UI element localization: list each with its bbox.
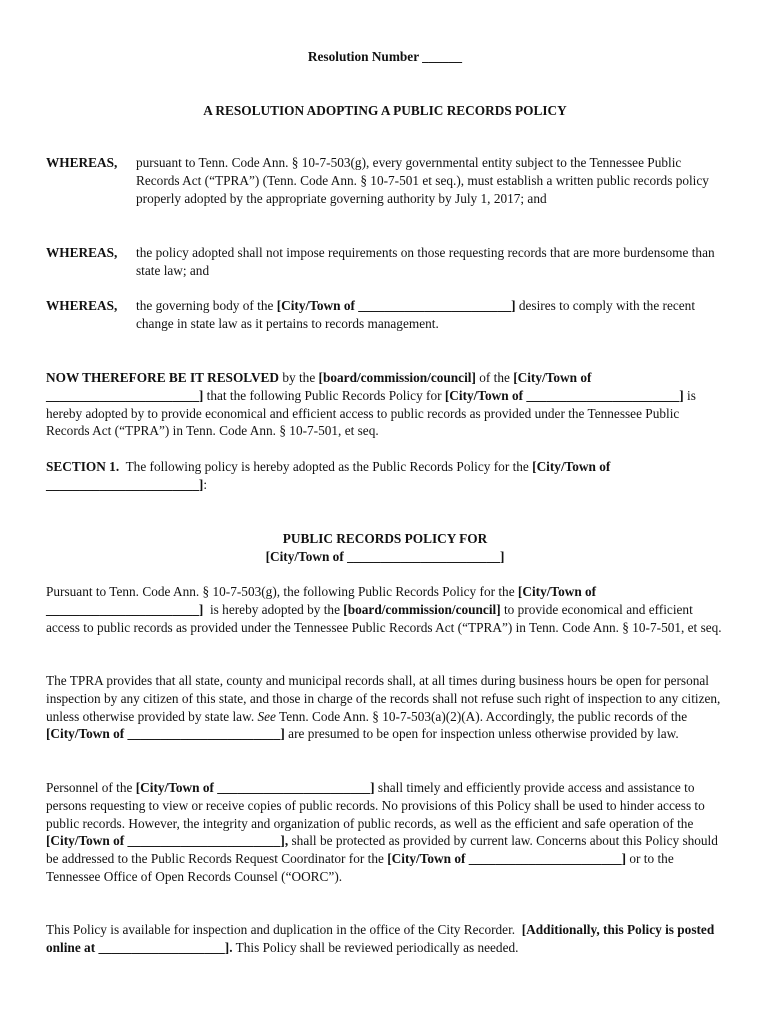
whereas-clause-1 (46, 154, 726, 207)
resolved-lead: NOW THEREFORE BE IT RESOLVED (46, 370, 280, 385)
online-placeholder: [Additionally, this Policy is posted online at ___________________]. (46, 922, 715, 955)
text-run: or to the Tennessee Office of Open Records Counsel (“OORC”). (46, 851, 674, 884)
text-run: the governing body of the (136, 298, 277, 313)
whereas-text (136, 297, 726, 333)
text-run: by the (279, 370, 319, 385)
text-run: The following policy is hereby adopted as the Public Records Policy for the (119, 459, 533, 474)
text-run: shall timely and efficiently provide access and assistance to persons requesting to view or receive copies of public records. No provisions of this Policy shall be used to hinder access to public records. However, the integrity and organization of public records, as well as the efficient and safe operation of the (46, 780, 705, 831)
city-placeholder: [City/Town of _______________________] (387, 851, 627, 867)
resolution-title: A RESOLUTION ADOPTING A PUBLIC RECORDS POLICY (203, 103, 567, 118)
city-placeholder: [City/Town of _______________________] (46, 459, 611, 492)
policy-title (0, 530, 770, 566)
policy-paragraph-3 (46, 779, 726, 886)
text-run: Tenn. Code Ann. § 10-7-503(a)(2)(A). Accordingly, the public records of the (275, 708, 688, 724)
text-run: : (203, 476, 208, 492)
text-run: are presumed to be open for inspection unless otherwise provided by law. (284, 726, 679, 742)
city-placeholder: [City/Town of _______________________] (46, 584, 597, 617)
board-placeholder: [board/commission/council] (318, 370, 476, 385)
text-run: This Policy shall be reviewed periodically as needed. (232, 939, 519, 955)
city-placeholder: [City/Town of _______________________] (46, 370, 592, 403)
text-run: This Policy is available for inspection and duplication in the office of the City Recorder. (46, 922, 522, 937)
section-label: SECTION 1. (46, 459, 120, 474)
policy-title-line-1: PUBLIC RECORDS POLICY FOR (282, 531, 488, 546)
city-placeholder: [City/Town of _______________________] (444, 387, 684, 403)
board-placeholder: [board/commission/council] (343, 601, 501, 617)
text-run: is hereby adopted by to provide economical and efficient access to public records as provided under the Tennessee Public Records Act (“TPRA”) in Tenn. Code Ann. § 10-7-501, et seq. (46, 387, 696, 439)
policy-paragraph-2 (46, 672, 726, 743)
whereas-text: the policy adopted shall not impose requirements on those requesting records that are more burdensome than state law; and (136, 245, 715, 278)
whereas-keyword: WHEREAS, (46, 245, 118, 260)
section-1 (46, 458, 726, 494)
see-italic: See (257, 708, 276, 724)
city-placeholder: [City/Town of _______________________] (46, 726, 285, 742)
whereas-clause-3 (46, 297, 726, 333)
resolution-number: Resolution Number ______ (307, 49, 463, 64)
text-run: Personnel of the (46, 780, 136, 795)
whereas-keyword: WHEREAS, (46, 298, 118, 313)
policy-paragraph-1 (46, 583, 726, 636)
text-run: of the (475, 370, 514, 385)
city-placeholder: [City/Town of _______________________], (46, 833, 289, 849)
text-run: The TPRA provides that all state, county and municipal records shall, at all times during business hours be open for personal inspection by any citizen of this state, and those in charge of the records shall not refuse such right of inspection to any citizen, unless otherwise provided by state law. (46, 673, 721, 724)
city-placeholder: [City/Town of _______________________] (135, 780, 375, 795)
text-run: that the following Public Records Policy for (203, 387, 445, 403)
policy-title-line-2: [City/Town of _______________________] (265, 548, 505, 564)
city-placeholder: [City/Town of _______________________] (276, 298, 516, 313)
whereas-keyword: WHEREAS, (46, 155, 118, 170)
resolved-clause (46, 369, 726, 440)
text-run: is hereby adopted by the (203, 601, 344, 617)
text-run: to provide economical and efficient access to public records as provided under the Tennessee Public Records Act (“TPRA”) in Tenn. Code Ann. § 10-7-501, et seq. (46, 601, 722, 635)
policy-paragraph-4 (46, 921, 726, 957)
whereas-clause-2 (46, 244, 726, 280)
whereas-text: pursuant to Tenn. Code Ann. § 10-7-503(g), every governmental entity subject to the Tennessee Public Records Act (“TPRA”) (Tenn. Code Ann. § 10-7-501 et seq.), must establish a written public records policy properly adopted by the appropriate governing authority by July 1, 2017; and (136, 155, 709, 206)
text-run: Pursuant to Tenn. Code Ann. § 10-7-503(g), the following Public Records Policy for the (46, 584, 518, 599)
text-run: shall be protected as provided by current law. Concerns about this Policy should be addressed to the Public Records Request Coordinator for the (46, 833, 718, 867)
text-run: desires to comply with the recent change in state law as it pertains to records management. (136, 298, 696, 331)
